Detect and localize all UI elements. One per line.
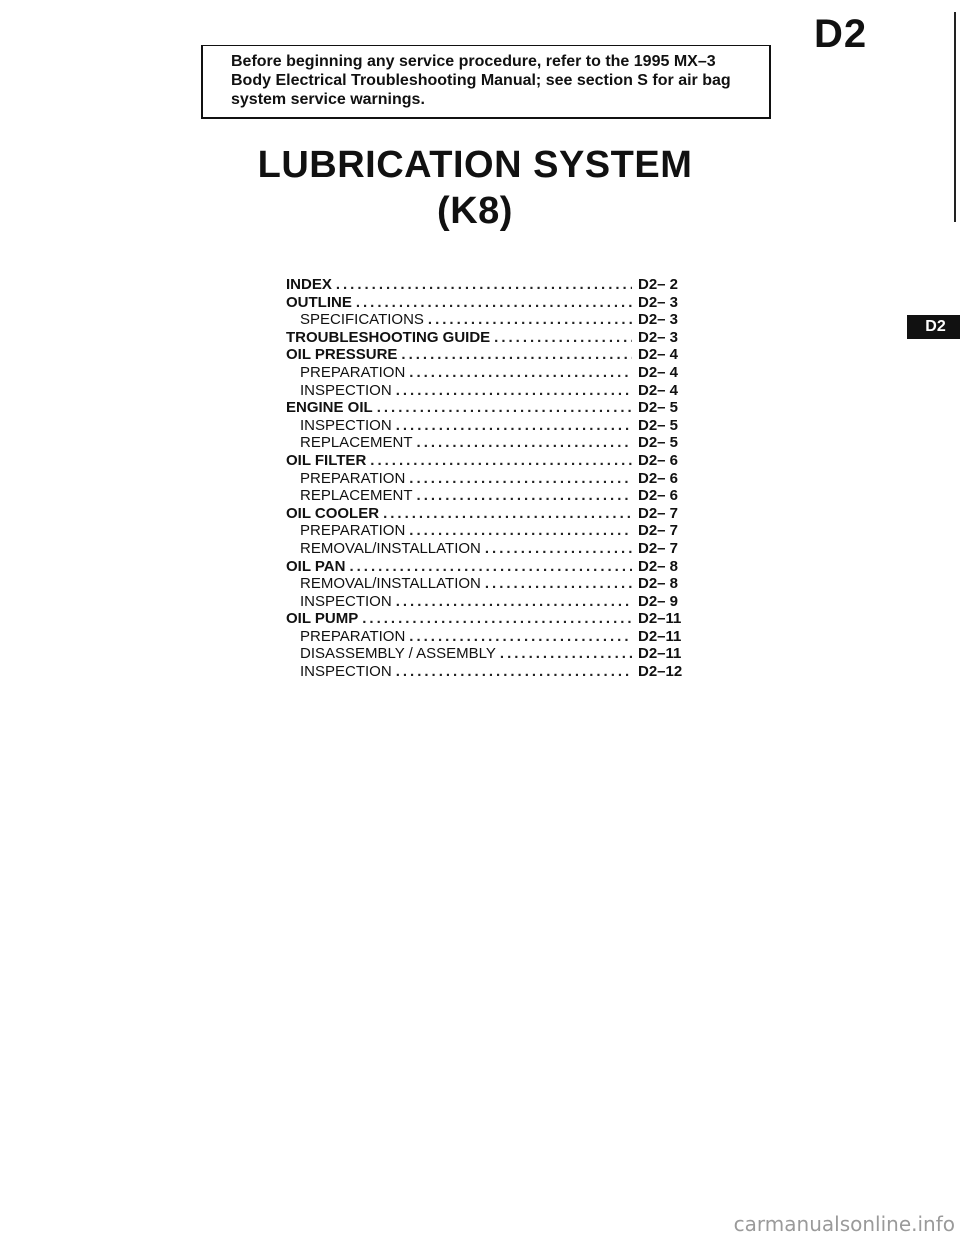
toc-leader-dots bbox=[428, 311, 632, 329]
toc-entry[interactable] bbox=[286, 346, 700, 364]
toc-leader-dots bbox=[383, 505, 632, 523]
toc-entry[interactable] bbox=[286, 276, 700, 294]
toc-entry-label: OIL COOLER bbox=[286, 504, 380, 522]
toc-leader-dots bbox=[485, 540, 632, 558]
toc-entry-label: INSPECTION bbox=[300, 381, 392, 399]
toc-entry-page: D2–12 bbox=[638, 663, 683, 681]
toc-entry[interactable] bbox=[286, 434, 700, 452]
table-of-contents bbox=[286, 276, 700, 681]
toc-entry[interactable] bbox=[286, 505, 700, 523]
toc-entry-page: D2– 5 bbox=[638, 416, 679, 434]
toc-entry-page: D2– 3 bbox=[638, 328, 679, 346]
toc-entry-page: D2–11 bbox=[638, 645, 682, 663]
toc-entry-page: D2– 4 bbox=[638, 346, 679, 364]
toc-leader-dots bbox=[349, 558, 632, 576]
toc-leader-dots bbox=[494, 329, 632, 347]
section-tab-marker: D2 bbox=[907, 315, 960, 339]
toc-entry[interactable] bbox=[286, 593, 700, 611]
toc-entry-label: INSPECTION bbox=[300, 416, 392, 434]
toc-entry-label: INDEX bbox=[286, 276, 332, 293]
toc-leader-dots bbox=[377, 399, 632, 417]
toc-entry-page: D2– 6 bbox=[638, 487, 679, 505]
toc-entry-label: PREPARATION bbox=[300, 469, 406, 487]
toc-entry-label: SPECIFICATIONS bbox=[300, 311, 424, 329]
page-title-line2: (K8) bbox=[437, 190, 513, 232]
toc-entry[interactable] bbox=[286, 452, 700, 470]
page-title bbox=[190, 142, 760, 234]
toc-entry-label: OIL PUMP bbox=[286, 610, 359, 628]
toc-entry-label: OIL PAN bbox=[286, 557, 346, 575]
toc-entry[interactable] bbox=[286, 575, 700, 593]
toc-entry-label: INSPECTION bbox=[300, 663, 392, 681]
toc-entry[interactable] bbox=[286, 522, 700, 540]
toc-entry-label: PREPARATION bbox=[300, 522, 406, 540]
toc-leader-dots bbox=[401, 346, 632, 364]
toc-entry-page: D2– 3 bbox=[638, 293, 679, 311]
watermark: carmanualsonline.info bbox=[733, 1212, 955, 1236]
toc-entry-page: D2– 8 bbox=[638, 557, 679, 575]
toc-entry[interactable] bbox=[286, 558, 700, 576]
service-notice-box bbox=[201, 45, 771, 119]
toc-entry[interactable] bbox=[286, 628, 700, 646]
toc-entry-label: PREPARATION bbox=[300, 627, 406, 645]
toc-entry-page: D2– 4 bbox=[638, 381, 679, 399]
toc-leader-dots bbox=[370, 452, 632, 470]
toc-entry-label: REMOVAL/INSTALLATION bbox=[300, 575, 481, 593]
section-code: D2 bbox=[814, 12, 868, 56]
toc-entry[interactable] bbox=[286, 470, 700, 488]
toc-entry-label: DISASSEMBLY / ASSEMBLY bbox=[300, 645, 496, 663]
toc-entry-label: OUTLINE bbox=[286, 293, 352, 311]
toc-entry-page: D2– 7 bbox=[638, 539, 679, 557]
toc-entry-label: REPLACEMENT bbox=[300, 487, 413, 505]
toc-entry-page: D2– 5 bbox=[638, 399, 679, 417]
toc-entry-label: OIL FILTER bbox=[286, 451, 367, 469]
toc-leader-dots bbox=[417, 487, 632, 505]
toc-entry[interactable] bbox=[286, 364, 700, 382]
toc-leader-dots bbox=[396, 417, 632, 435]
toc-entry-label: ENGINE OIL bbox=[286, 399, 373, 417]
toc-entry[interactable] bbox=[286, 663, 700, 681]
toc-entry-page: D2–11 bbox=[638, 627, 682, 645]
toc-entry[interactable] bbox=[286, 610, 700, 628]
toc-entry-page: D2– 9 bbox=[638, 592, 679, 610]
toc-leader-dots bbox=[356, 294, 632, 312]
toc-leader-dots bbox=[396, 593, 632, 611]
toc-entry-page: D2– 2 bbox=[638, 276, 679, 293]
toc-entry-page: D2– 6 bbox=[638, 469, 679, 487]
toc-leader-dots bbox=[417, 434, 632, 452]
toc-leader-dots bbox=[485, 575, 632, 593]
toc-leader-dots bbox=[396, 663, 632, 681]
toc-entry[interactable] bbox=[286, 417, 700, 435]
toc-entry[interactable] bbox=[286, 294, 700, 312]
toc-leader-dots bbox=[409, 522, 632, 540]
toc-entry-page: D2– 8 bbox=[638, 575, 679, 593]
toc-entry-page: D2–11 bbox=[638, 610, 682, 628]
toc-entry[interactable] bbox=[286, 540, 700, 558]
toc-entry-page: D2– 4 bbox=[638, 363, 679, 381]
toc-leader-dots bbox=[396, 382, 632, 400]
toc-entry[interactable] bbox=[286, 382, 700, 400]
toc-entry[interactable] bbox=[286, 487, 700, 505]
toc-leader-dots bbox=[409, 628, 632, 646]
toc-leader-dots bbox=[336, 276, 632, 294]
page-edge-rule bbox=[954, 12, 956, 222]
toc-entry[interactable] bbox=[286, 311, 700, 329]
toc-leader-dots bbox=[500, 645, 632, 663]
toc-entry-page: D2– 7 bbox=[638, 504, 679, 522]
toc-entry-label: OIL PRESSURE bbox=[286, 346, 398, 364]
service-notice-text: Before beginning any service procedure, refer to the 1995 MX–3 Body Electrical Troubleshooting Manual; see section S for air bag system service warnings. bbox=[231, 53, 731, 108]
toc-entry-page: D2– 5 bbox=[638, 434, 679, 452]
toc-entry-label: INSPECTION bbox=[300, 592, 392, 610]
toc-entry-label: TROUBLESHOOTING GUIDE bbox=[286, 328, 491, 346]
toc-leader-dots bbox=[362, 610, 632, 628]
toc-entry-page: D2– 6 bbox=[638, 451, 679, 469]
toc-leader-dots bbox=[409, 470, 632, 488]
toc-entry[interactable] bbox=[286, 645, 700, 663]
toc-leader-dots bbox=[409, 364, 632, 382]
toc-entry[interactable] bbox=[286, 399, 700, 417]
toc-entry[interactable] bbox=[286, 329, 700, 347]
toc-entry-label: PREPARATION bbox=[300, 363, 406, 381]
toc-entry-page: D2– 7 bbox=[638, 522, 679, 540]
toc-entry-page: D2– 3 bbox=[638, 311, 679, 329]
page-title-line1: LUBRICATION SYSTEM bbox=[257, 144, 693, 186]
toc-entry-label: REMOVAL/INSTALLATION bbox=[300, 539, 481, 557]
toc-entry-label: REPLACEMENT bbox=[300, 434, 413, 452]
